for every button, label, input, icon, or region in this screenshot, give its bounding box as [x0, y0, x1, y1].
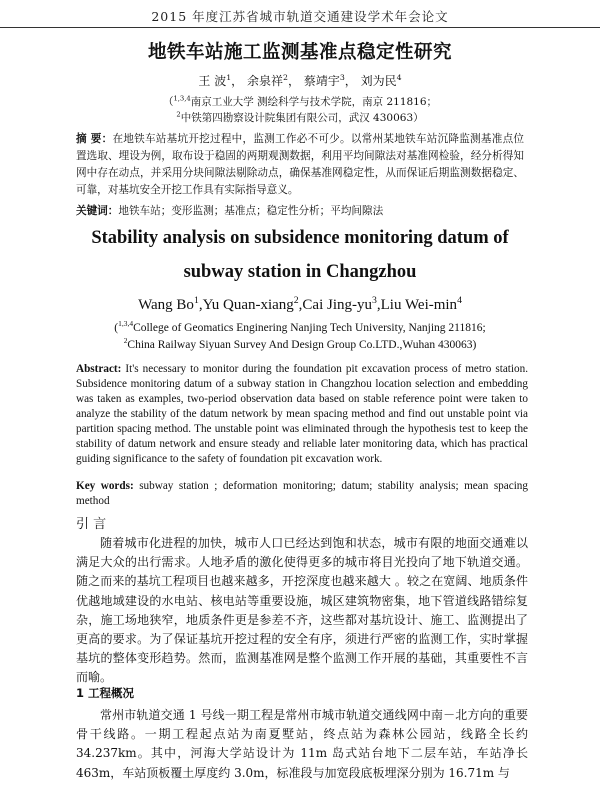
cn-abstract-label: 摘 要：	[76, 133, 113, 145]
intro-heading: 引 言	[76, 517, 107, 532]
cn-affiliation-2: $^2$中铁第四勘察设计院集团有限公司，武汉 430063）	[176, 110, 424, 124]
cn-author: 余泉祥$^2$	[247, 73, 288, 88]
en-abstract: Abstract: It's necessary to monitor during the foundation pit excavation process of metro station. Subsidence monitoring datum of a subway station in Changzhou location selection and embedding was taken as examples, two-period observation data based on stable reference point were taken to analyze the stability of the datum network by mean spacing method and find out unstable point via partition spacing method. The unstable point was eliminated through the hypothesis test to keep the stability of datum network and ensure steady and reliable later monitoring data, which has practical guiding significance to the safety of foundation pit excavation work.	[76, 363, 528, 465]
cn-abstract: 摘 要：在地铁车站基坑开挖过程中，监测工作必不可少。以常州某地铁车站沉降监测基准点位置选取、埋设为例，取布设于稳固的两期观测数据，利用平均间隙法对基准网检验，经分析得知网中存在动点，并采用分块间隙法剔除动点，确保基准网稳定性，从而保证后期监测数据稳定、可靠，对基坑安全开挖工作具有实际指导意义。	[76, 133, 524, 196]
en-authors: Wang Bo$^1$,Yu Quan-xiang$^2$,Cai Jing-$yu^3,Liu$ Wei-$\min^4$	[138, 295, 462, 313]
running-header: 2015 年度江苏省城市轨道交通建设学术年会论文	[151, 9, 449, 24]
en-author: Liu Wei-$\min^4$	[380, 295, 462, 313]
cn-affiliation-1: （$^{1,3,4}$南京工业大学 测绘科学与技术学院，南京 211816；	[162, 94, 438, 108]
en-affiliation-2: $^2$China Railway Siyuan Survey And Design Group Co.LTD.,Wuhan 430063)	[123, 336, 477, 351]
header-rule	[0, 27, 600, 28]
cn-authors: 王 波$^1$， 余泉祥$^2$， 蔡靖宇$^3$， 刘为民$^4$	[198, 73, 402, 88]
section-1-paragraph: 常州市轨道交通 1 号线一期工程是常州市城市轨道交通线网中南－北方向的重要骨干线路。一期工程起点站为南夏墅站，终点站为森林公园站，线路全长约 34.237km。其中，河海大学站设计为 11m 岛式站台地下二层车站，车站净长 463m，车站顶板覆土厚度约 3.0m，标准段与加宽段底板埋深分别为 16.71m 与	[76, 708, 528, 780]
en-title-line-1: Stability analysis on subsidence monitoring datum of	[91, 228, 509, 248]
cn-title: 地铁车站施工监测基准点稳定性研究	[147, 42, 452, 63]
en-author: Yu Quan-xiang$^2$	[202, 295, 299, 313]
en-author: Wang Bo$^1$	[138, 295, 199, 313]
cn-author: 刘为民$^4$	[360, 73, 402, 88]
en-keywords: Key words: subway station ; deformation monitoring; datum; stability analysis; mean spacing method	[76, 480, 528, 507]
intro-paragraph: 随着城市化进程的加快，城市人口已经达到饱和状态，城市有限的地面交通难以满足大众的出行需求。人地矛盾的激化使得更多的城市将目光投向了地下轨道交通。随之而来的基坑工程项目也越来越多，开挖深度也越来越大 。较之在宽阔、地质条件优越地域建设的水电站、核电站等重要设施，城区建筑物密集，地下管道线路错综复杂，施工场地狭窄，地质条件更是参差不齐，这些都对基坑设计、施工、监测提出了更高的要求。为了保证基坑开挖过程的安全有序，须进行严密的监测工作，实时掌握基坑的整体变形趋势。然而，监测基准网是整个监测工作开展的基础，其重要性不言而喻。	[76, 536, 528, 685]
cn-keywords: 关键词：地铁车站；变形监测；基准点；稳定性分析；平均间隙法	[76, 205, 384, 217]
en-title-line-2: subway station in Changzhou	[183, 262, 417, 282]
en-abstract-label: Abstract:	[76, 363, 122, 375]
en-author: Cai Jing-$yu^3$	[302, 295, 377, 313]
cn-author: 蔡靖宇$^3$	[303, 73, 345, 88]
cn-keywords-label: 关键词：	[76, 205, 119, 217]
en-affiliation-1: ($^{1,3,4}$College of Geomatics Enginering Nanjing Tech University, Nanjing 211816;	[114, 319, 486, 334]
en-keywords-label: Key words:	[76, 480, 134, 492]
section-1-heading: 1 工程概况	[76, 686, 135, 700]
cn-author: 王 波$^1$	[198, 73, 232, 88]
